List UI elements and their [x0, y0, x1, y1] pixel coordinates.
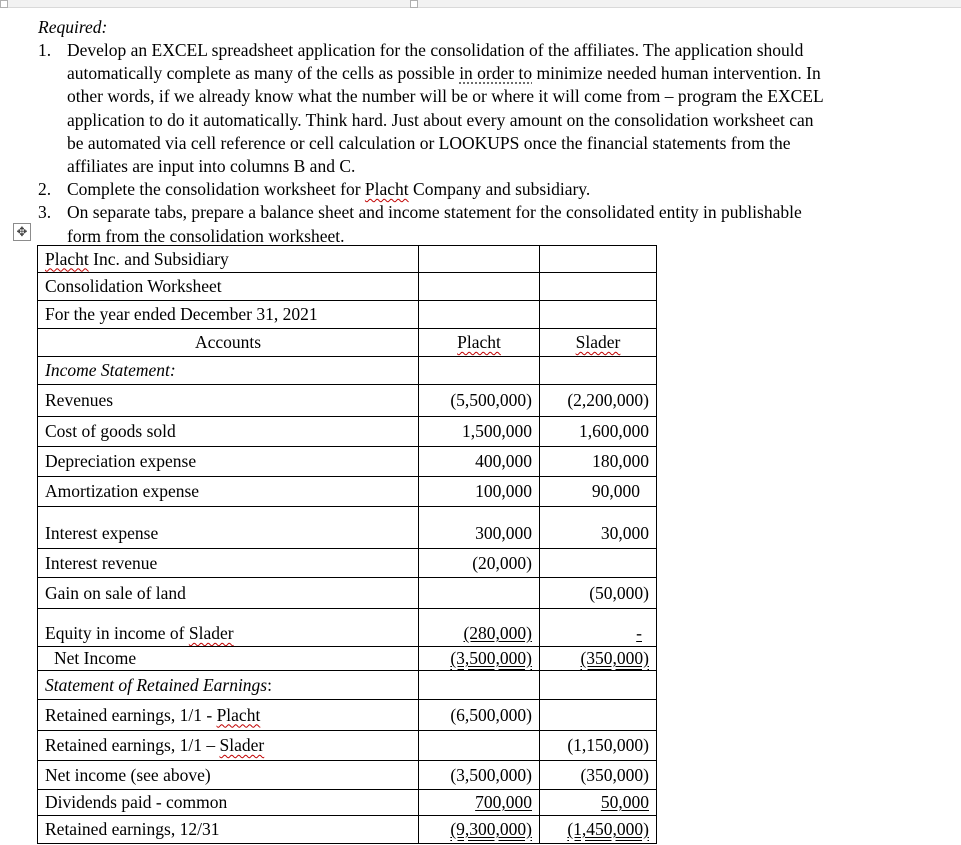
slader-value: (1,150,000) [540, 731, 657, 761]
placht-value: (3,500,000) [419, 761, 540, 790]
section-retained-earnings: Statement of Retained Earnings: [38, 671, 419, 700]
consolidation-worksheet-table [37, 245, 657, 844]
placht-value: 700,000 [419, 790, 540, 816]
col-header-placht: Placht [419, 329, 540, 357]
item3-line1: On separate tabs, prepare a balance sheet and income statement for the consolidated entity in publishable [67, 202, 802, 223]
item-number: 2. [38, 179, 52, 200]
table-row [38, 761, 657, 790]
instructions [38, 16, 943, 248]
placht-value: (9,300,000) [419, 816, 540, 844]
placht-value: (5,500,000) [419, 385, 540, 417]
slader-value: (50,000) [540, 578, 657, 609]
account-label: Dividends paid - common [38, 790, 419, 816]
title-cell [38, 246, 419, 273]
item1-line6: affiliates are input into columns B and C. [67, 156, 356, 177]
account-label: Net income (see above) [38, 761, 419, 790]
table-row [38, 816, 657, 844]
placht-value: 400,000 [419, 447, 540, 477]
slader-value: 90,000 [540, 477, 657, 507]
ruler-marker-left [0, 0, 8, 8]
company-name: Placht [45, 248, 89, 269]
item1-line2a: automatically complete as many of the cells as possible [67, 63, 460, 84]
slader-value: (1,450,000) [540, 816, 657, 844]
account-label: Retained earnings, 12/31 [38, 816, 419, 844]
slader-value: (2,200,000) [540, 385, 657, 417]
account-label: Equity in income of Slader [38, 609, 419, 647]
ruler-marker-center [410, 0, 418, 8]
item-number: 3. [38, 202, 52, 223]
table-row [38, 507, 657, 549]
table-row [38, 246, 657, 273]
account-label: Interest expense [38, 507, 419, 549]
slader-value: 30,000 [540, 507, 657, 549]
instruction-item-3 [38, 201, 943, 247]
account-label: Retained earnings, 1/1 - Placht [38, 700, 419, 731]
table-row [38, 447, 657, 477]
table-row [38, 609, 657, 647]
document-top-ruler [0, 0, 961, 8]
slader-value [540, 700, 657, 731]
slader-value [540, 549, 657, 578]
placht-value: (3,500,000) [419, 647, 540, 671]
item1-line2b: in order to [459, 63, 533, 84]
account-label: Revenues [38, 385, 419, 417]
title-rest: Inc. and Subsidiary [88, 248, 229, 269]
item1-line5: be automated via cell reference or cell calculation or LOOKUPS once the financial statements from the [67, 132, 791, 153]
table-row [38, 790, 657, 816]
account-label: Interest revenue [38, 549, 419, 578]
placht-value: 1,500,000 [419, 417, 540, 447]
instructions-list [38, 39, 943, 248]
table-row [38, 647, 657, 671]
table-row [38, 549, 657, 578]
account-label: Depreciation expense [38, 447, 419, 477]
account-label: Net Income [38, 647, 419, 671]
table-row [38, 578, 657, 609]
col-header-accounts: Accounts [38, 329, 419, 357]
item1-line4: application to do it automatically. Think hard. Just about every amount on the consolidation worksheet can [67, 109, 814, 130]
table-row [38, 700, 657, 731]
table-row [38, 417, 657, 447]
item-number: 1. [38, 40, 52, 60]
placht-value: (20,000) [419, 549, 540, 578]
item1-line3: other words, if we already know what the number will be or where it will come from – program the EXCEL [67, 86, 824, 107]
account-label: Retained earnings, 1/1 – Slader [38, 731, 419, 761]
account-label: Gain on sale of land [38, 578, 419, 609]
slader-value: - [540, 609, 657, 647]
account-label: Amortization expense [38, 477, 419, 507]
section-row [38, 357, 657, 385]
placht-value [419, 731, 540, 761]
placht-value: 100,000 [419, 477, 540, 507]
placht-value: (280,000) [419, 609, 540, 647]
section-row [38, 671, 657, 700]
slader-value: (350,000) [540, 761, 657, 790]
table-move-handle-icon[interactable]: ✥ [13, 223, 31, 241]
table-row [38, 273, 657, 301]
column-header-row [38, 329, 657, 357]
item1-line1: Develop an EXCEL spreadsheet application for the consolidation of the affiliates. The application should [67, 40, 804, 60]
slader-value: 1,600,000 [540, 417, 657, 447]
worksheet-title: Consolidation Worksheet [38, 273, 419, 301]
account-label: Cost of goods sold [38, 417, 419, 447]
item2-text-b: Placht [364, 179, 409, 200]
placht-value: (6,500,000) [419, 700, 540, 731]
item3-line2: form from the consolidation worksheet. [67, 225, 345, 246]
section-income-statement: Income Statement: [38, 357, 419, 385]
instruction-item-1 [38, 39, 943, 178]
period-title: For the year ended December 31, 2021 [38, 301, 419, 329]
item2-text-a: Complete the consolidation worksheet for [67, 179, 365, 200]
required-heading: Required: [38, 17, 108, 37]
slader-value: 180,000 [540, 447, 657, 477]
table-row [38, 385, 657, 417]
item1-line2c: minimize needed human intervention. In [532, 63, 821, 84]
table-row [38, 731, 657, 761]
instruction-item-2 [38, 178, 943, 201]
table-row [38, 477, 657, 507]
item2-text-c: Company and subsidiary. [408, 179, 591, 200]
slader-value: 50,000 [540, 790, 657, 816]
placht-value: 300,000 [419, 507, 540, 549]
placht-value [419, 578, 540, 609]
table-row [38, 301, 657, 329]
slader-value: (350,000) [540, 647, 657, 671]
col-header-slader: Slader [540, 329, 657, 357]
